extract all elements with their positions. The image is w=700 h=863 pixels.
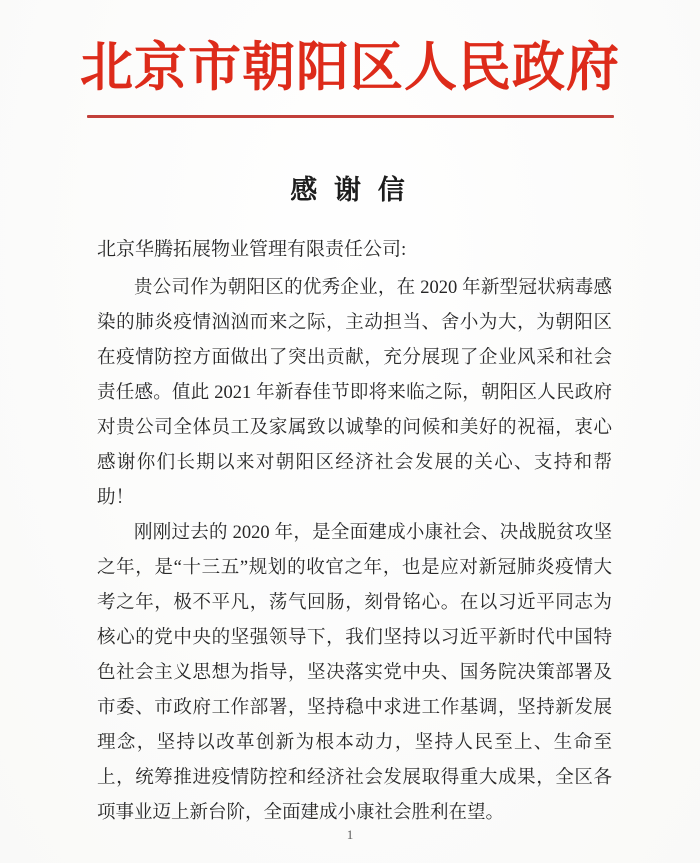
- page-number: 1: [346, 827, 354, 842]
- letterhead-divider: [87, 115, 614, 118]
- salutation: 北京华腾拓展物业管理有限责任公司:: [97, 238, 407, 260]
- letter-body: [97, 233, 612, 831]
- letter-paragraph: 刚刚过去的 2020 年，是全面建成小康社会、决战脱贫攻坚之年，是“十三五”规划的收官之年，也是应对新冠肺炎疫情大考之年，极不平凡，荡气回肠，刻骨铭心。在以习近平同志为核心的党中央的坚强领导下，我们坚持以习近平新时代中国特色社会主义思想为指导，坚决落实党中央、国务院决策部署及市委、市政府工作部署，坚持稳中求进工作基调，坚持新发展理念，坚持以改革创新为根本动力，坚持人民至上、生命至上，统筹推进疫情防控和经济社会发展取得重大成果，全区各项事业迈上新台阶，全面建成小康社会胜利在望。: [97, 522, 612, 823]
- letterhead-org-name: 北京市朝阳区人民政府: [80, 39, 620, 97]
- letter-title: 感 谢 信: [290, 174, 410, 205]
- letter-paragraph: 贵公司作为朝阳区的优秀企业，在 2020 年新型冠状病毒感染的肺炎疫情汹汹而来之际，主动担当、舍小为大，为朝阳区在疫情防控方面做出了突出贡献，充分展现了企业风采和社会责任感。值此 2021 年新春佳节即将来临之际，朝阳区人民政府对贵公司全体员工及家属致以诚挚的问候和美好的祝福，衷心感谢你们长期以来对朝阳区经济社会发展的关心、支持和帮助！: [97, 277, 612, 508]
